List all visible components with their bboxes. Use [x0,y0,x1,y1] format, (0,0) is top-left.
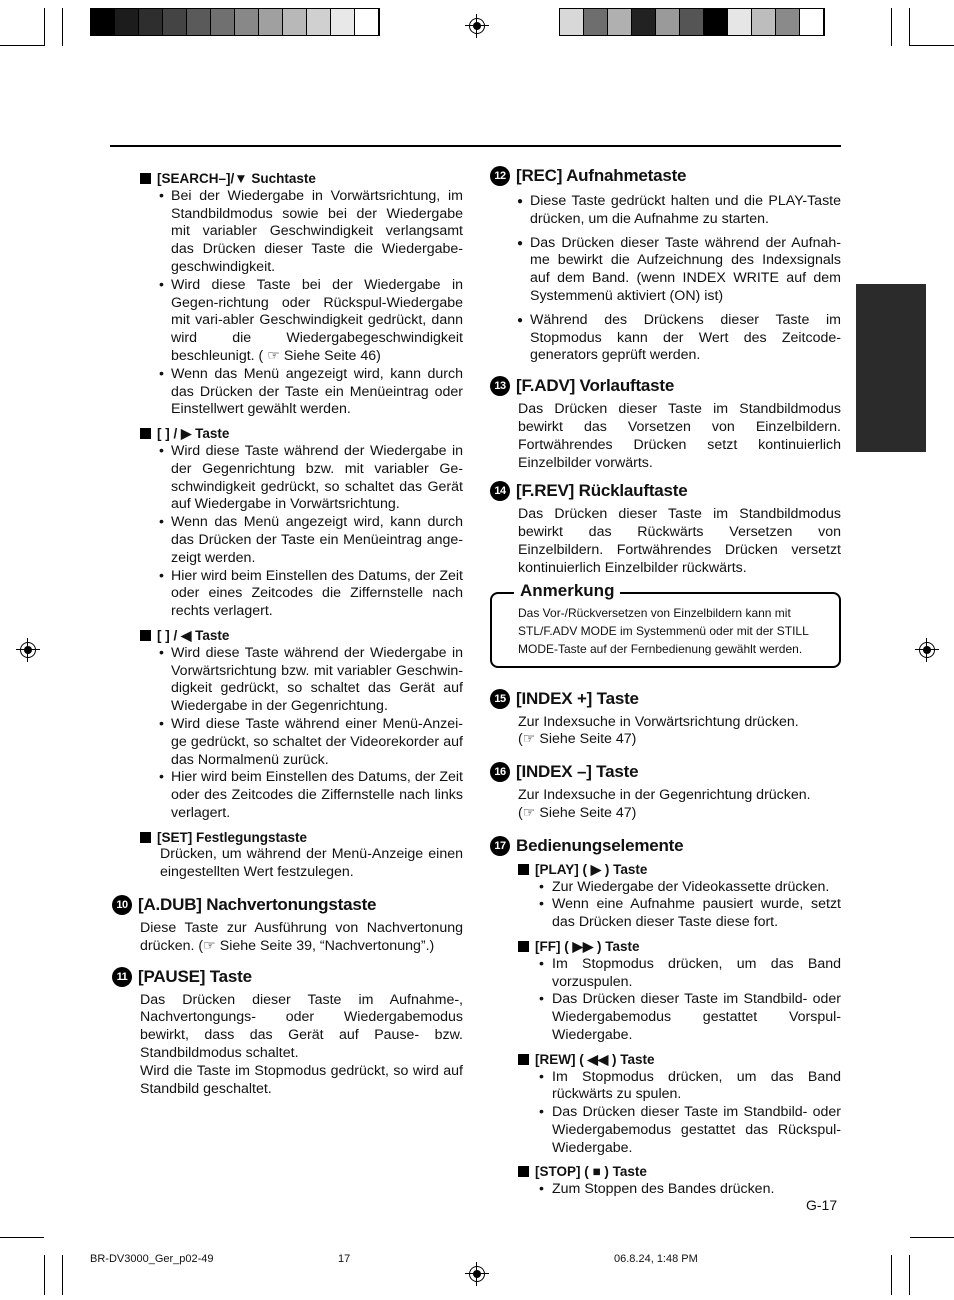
number-circle: 12 [490,166,510,186]
swatch [235,9,259,35]
bullet-item: • Wird diese Taste während der Wiedergabe in der Gegenrichtung bzw. mit variabler Ge-schwindigkeit gedrückt, so schaltet das Gerät auf Wiedergabe in Vorwärtsrichtung. [140,443,463,514]
crop-mark [44,8,45,46]
square-bullet-icon [140,173,151,184]
registration-mark-icon [465,14,489,38]
bullet-item: • Wird diese Taste während der Wiedergabe in Vorwärtsrichtung bzw. mit variabler Geschwin-digkeit gedrückt, so schaltet das Gerät auf Wiedergabe in der Gegenrichtung. [140,645,463,716]
index-minus-ref: (☞ Siehe Seite 47) [518,804,637,821]
swatch [728,9,752,35]
bullet-item: • Wird diese Taste bei der Wiedergabe in Gegen-richtung oder Rückspul-Wiedergabe mit vari-abler Geschwindigkeit gedrückt, dann wird die Wiedergabegeschwindigkeit beschleunigt. ( ☞ Siehe Seite 46) [140,277,463,366]
registration-mark-icon [915,638,939,662]
swatch [355,9,379,35]
note-title: Anmerkung [514,581,620,601]
crop-mark [909,1255,910,1295]
stop-heading: [STOP] ( ■ ) Taste [490,1163,841,1181]
swatch [776,9,800,35]
number-circle: 17 [490,836,510,856]
swatch [584,9,608,35]
index-plus-ref: (☞ Siehe Seite 47) [518,731,637,748]
crop-mark [891,1255,892,1295]
top-rule [110,145,841,147]
swatch [163,9,187,35]
crop-mark [909,8,910,46]
bullet-continuation: • Hier wird beim Einstellen des Datums, der Zeit oder eines Zeitcodes die Ziffernstelle nach rechts verlagert. [140,568,463,621]
search-heading: [SEARCH–]/▼ Suchtaste [140,170,463,188]
square-bullet-icon [518,864,529,875]
number-circle: 15 [490,689,510,709]
registration-mark-icon [16,638,40,662]
bullet-item: • Zur Wiedergabe der Videokassette drücken. [490,879,841,897]
swatch [752,9,776,35]
footer-page: 17 [338,1253,351,1265]
thumb-tab [856,284,926,452]
frev-text: Das Drücken dieser Taste im Standbildmodus bewirkt das Rückwärts Versetzen von Einzelbildern. Fortwährendes Drücken versetzt kontinuierlich Einzelbilder rückwärts. [518,506,841,576]
swatch [187,9,211,35]
bullet-item: • Wenn das Menü angezeigt wird, kann durch das Drücken der Taste ein Menüeintrag ange-zeigt werden. [140,514,463,567]
crop-mark [44,1255,45,1295]
swatch [115,9,139,35]
crop-mark [910,1237,954,1238]
footer-date: 06.8.24, 1:48 PM [614,1253,698,1265]
bullet-item: • Bei der Wiedergabe in Vorwärtsrichtung, im Standbildmodus sowie bei der Wiedergabe mit variabler Geschwindigkeit verlangsamt das Drücken dieser Taste die Wiedergabe-geschwindigkeit. [140,188,463,277]
index-minus-text: Zur Indexsuche in der Gegenrichtung drücken. [518,787,811,804]
swatch [704,9,728,35]
bullet-item: • Das Drücken dieser Taste im Standbild- oder Wiedergabemodus gestattet das Rückspul-Wiedergabe. [490,1104,841,1157]
swatch [139,9,163,35]
square-bullet-icon [140,832,151,843]
index-minus-heading: 16 [INDEX –] Taste [490,761,841,783]
crop-mark [910,45,954,46]
swatch [800,9,824,35]
bullet-continuation: • Hier wird beim Einstellen des Datums, der Zeit oder des Zeitcodes die Ziffernstelle nach links verlagert. [140,769,463,822]
swatch [259,9,283,35]
fadv-text: Das Drücken dieser Taste im Standbildmodus bewirkt das Vorsetzen von Einzelbildern. Fortwährendes Drücken setzt kontinuierlich Einzelbilder vorwärts. [518,401,841,471]
index-plus-heading: 15 [INDEX +] Taste [490,688,841,710]
bullet-item: ● Das Drücken dieser Taste während der Aufnah-me bewirkt die Aufzeichnung des Indexsignals auf dem Band. (wenn INDEX WRITE auf dem Systemmenü aktiviert (ON) ist) [490,235,841,306]
bullet-item: • Im Stopmodus drücken, um das Band rückwärts zu spulen. [490,1069,841,1105]
rev-frame-heading: [ ] / ▶ Taste [140,425,463,443]
bullet-item: • Wird diese Taste während einer Menü-Anzei-ge gedrückt, so schaltet der Videorekorder auf das Normalmenü zurück. [140,716,463,769]
bullet-item: • Zum Stoppen des Bandes drücken. [490,1181,841,1199]
frev-heading: 14 [F.REV] Rücklauftaste [490,480,841,502]
controls-heading: 17 Bedienungselemente [490,835,841,857]
set-heading: [SET] Festlegungstaste [140,829,463,847]
ff-heading: [FF] ( ▶▶ ) Taste [490,938,841,956]
number-circle: 16 [490,762,510,782]
swatch [331,9,355,35]
crop-mark [0,1237,44,1238]
swatch [608,9,632,35]
crop-mark [0,45,44,46]
bullet-item: • Wenn eine Aufnahme pausiert wurde, setzt das Drücken dieser Taste diese fort. [490,896,841,932]
pause-heading: 11 [PAUSE] Taste [112,966,463,988]
grayscale-bar-right [559,8,825,36]
number-circle: 13 [490,376,510,396]
swatch [91,9,115,35]
set-text: Drücken, um während der Menü-Anzeige einen eingestellten Wert festzulegen. [160,846,463,881]
registration-mark-icon [465,1262,489,1286]
crop-mark [891,8,892,46]
pause-text-2: Wird die Taste im Stopmodus gedrückt, so wird auf Standbild geschaltet. [140,1062,463,1097]
index-plus-text: Zur Indexsuche in Vorwärtsrichtung drücken. [518,713,799,730]
swatch [656,9,680,35]
bullet-item: ● Während des Drückens dieser Taste im Stopmodus kann der Wert des Zeitcode-generators geprüft werden. [490,312,841,365]
fadv-heading: 13 [F.ADV] Vorlauftaste [490,375,841,397]
footer-filename: BR-DV3000_Ger_p02-49 [90,1253,214,1265]
square-bullet-icon [140,630,151,641]
swatch [680,9,704,35]
play-heading: [PLAY] ( ▶ ) Taste [490,861,841,879]
note-text: Das Vor-/Rückversetzen von Einzelbildern kann mit STL/F.ADV MODE im Systemmenü oder mit der STILL MODE-Taste auf der Fernbedienung gewählt werden. [518,605,809,656]
square-bullet-icon [518,941,529,952]
pause-text: Das Drücken dieser Taste im Aufnahme-, Nachvertongungs- oder Wiedergabemodus bewirkt, dass das Gerät auf Pause- bzw. Standbildmodus schaltet. [140,991,463,1062]
square-bullet-icon [518,1166,529,1177]
fwd-frame-heading: [ ] / ◀ Taste [140,627,463,645]
bullet-item: • Das Drücken dieser Taste im Standbild- oder Wiedergabemodus gestattet Vorspul-Wiedergabe. [490,991,841,1044]
crop-mark [62,1255,63,1295]
page-number: G-17 [806,1197,838,1213]
rew-heading: [REW] ( ◀◀ ) Taste [490,1051,841,1069]
bullet-item: • Im Stopmodus drücken, um das Band vorzuspulen. [490,956,841,992]
swatch [632,9,656,35]
square-bullet-icon [140,428,151,439]
swatch [211,9,235,35]
crop-mark [62,8,63,46]
bullet-item: • Wenn das Menü angezeigt wird, kann durch das Drücken der Taste ein Menüeintrag oder Einstellwert gewählt werden. [140,366,463,419]
left-column [116,170,463,1098]
square-bullet-icon [518,1054,529,1065]
rec-heading: 12 [REC] Aufnahmetaste [490,165,841,187]
swatch [560,9,584,35]
grayscale-bar-left [90,8,380,36]
note-box [490,580,841,668]
number-circle: 14 [490,481,510,501]
adub-text: Diese Taste zur Ausführung von Nachvertonung drücken. (☞ Siehe Seite 39, “Nachvertonung”.) [140,920,463,954]
number-circle: 10 [112,895,132,915]
number-circle: 11 [112,967,132,987]
bullet-item: ● Diese Taste gedrückt halten und die PLAY-Taste drücken, um die Aufnahme zu starten. [490,193,841,229]
right-column [490,165,841,1199]
adub-heading: 10 [A.DUB] Nachvertonungstaste [112,894,463,916]
swatch [283,9,307,35]
swatch [307,9,331,35]
